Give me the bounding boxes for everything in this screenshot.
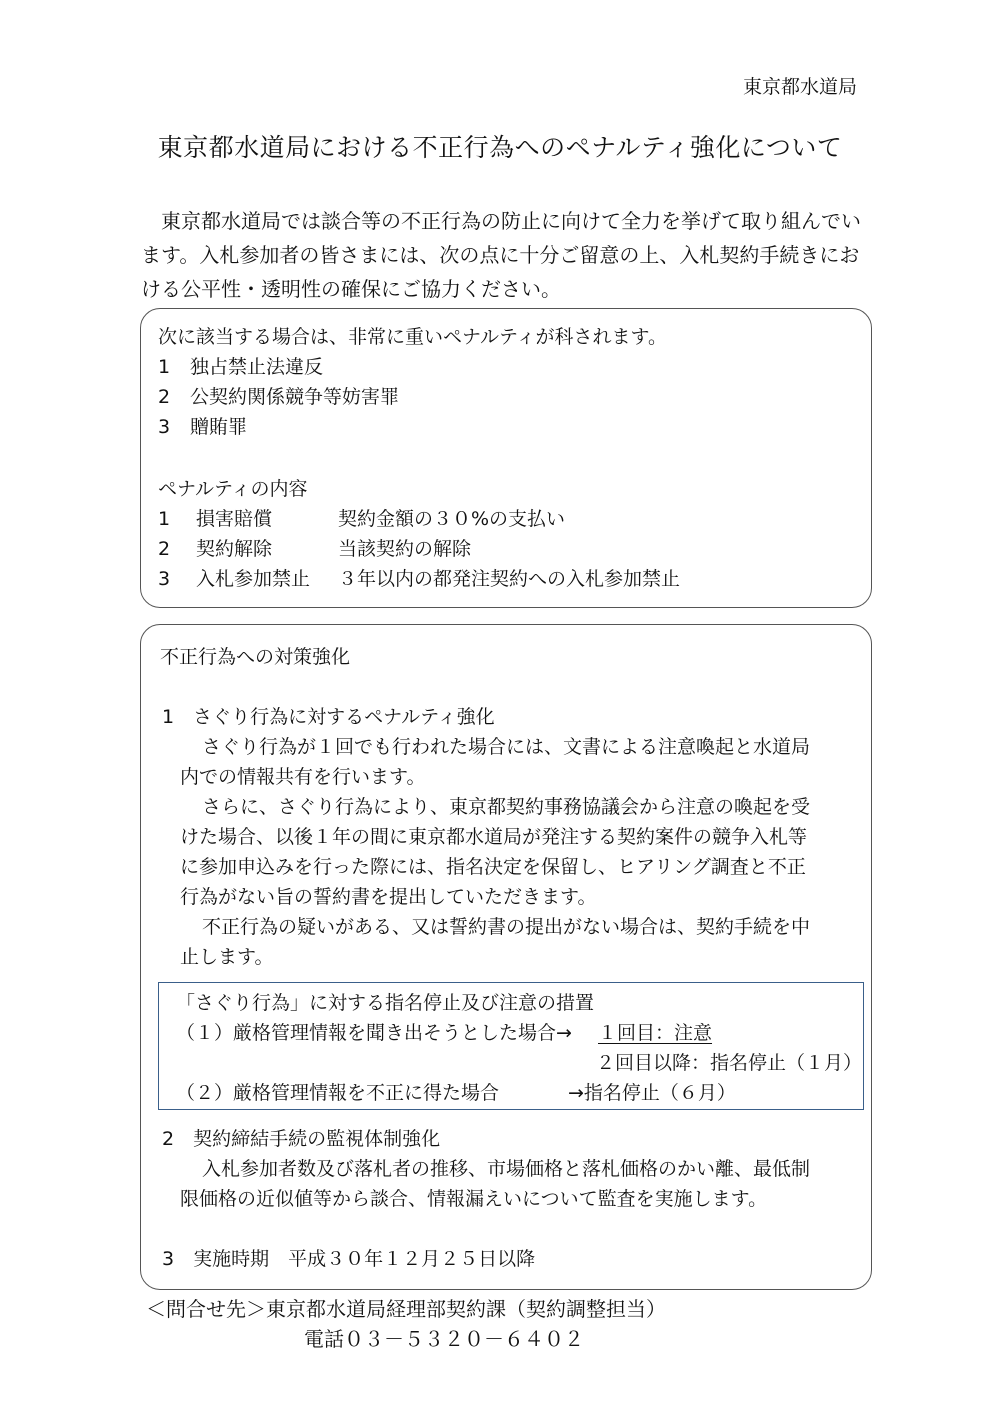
violation-text-3: 贈賄罪 (190, 416, 248, 438)
item1-line-2: 内での情報共有を行います。 (180, 766, 426, 788)
intro-paragraph: 東京都水道局では談合等の不正行為の防止に向けて全力を挙げて取り組んでいます。入札参加者の皆さまには、次の点に十分ご留意の上、入札契約手続きにおける公平性・透明性の確保にご協力ください。 (141, 209, 861, 301)
item1-title: 1 さぐり行為に対するペナルティ強化 (162, 706, 495, 728)
violation-text-1: 独占禁止法違反 (190, 356, 324, 378)
countermeasures-heading: 不正行為への対策強化 (160, 646, 351, 668)
penalty-name-2: 契約解除 (196, 538, 273, 560)
item1-line-3: さらに、さぐり行為により、東京都契約事務協議会から注意の喚起を受 (202, 796, 811, 818)
measures-row1-second: ２回目以降：指名停止（１月） (596, 1052, 863, 1074)
item1-line-4: けた場合、以後１年の間に東京都水道局が発注する契約案件の競争入札等 (180, 826, 808, 848)
penalty-detail-1: 契約金額の３０%の支払い (338, 508, 566, 530)
item3-schedule: 3 実施時期 平成３０年１２月２５日以降 (162, 1248, 536, 1270)
penalty-heading: ペナルティの内容 (158, 478, 308, 500)
contact-phone: 電話０３－５３２０－６４０２ (304, 1327, 584, 1351)
violation-num-3: 3 (158, 416, 171, 438)
item1-line-1: さぐり行為が１回でも行われた場合には、文書による注意喚起と水道局 (202, 736, 811, 758)
item2-line-2: 限価格の近似値等から談合、情報漏えいについて監査を実施します。 (180, 1188, 768, 1210)
penalty-num-3: 3 (158, 568, 171, 590)
penalty-box-heading: 次に該当する場合は、非常に重いペナルティが科されます。 (158, 326, 668, 348)
measures-title: 「さぐり行為」に対する指名停止及び注意の措置 (176, 992, 595, 1014)
violation-num-1: 1 (158, 356, 171, 378)
penalty-detail-2: 当該契約の解除 (338, 538, 472, 560)
item2-line-1: 入札参加者数及び落札者の推移、市場価格と落札価格のかい離、最低制 (202, 1158, 811, 1180)
penalty-name-3: 入札参加禁止 (196, 568, 311, 590)
measures-row2-value: →指名停止（６月） (568, 1082, 736, 1104)
page-title: 東京都水道局における不正行為へのペナルティ強化について (157, 133, 843, 162)
violation-num-2: 2 (158, 386, 171, 408)
measures-row1-label: （１）厳格管理情報を聞き出そうとした場合→ (176, 1022, 572, 1044)
issuer-name: 東京都水道局 (742, 76, 857, 98)
measures-row2-label: （２）厳格管理情報を不正に得た場合 (176, 1082, 500, 1104)
penalty-detail-3: ３年以内の都発注契約への入札参加禁止 (338, 568, 681, 590)
penalty-name-1: 損害賠償 (196, 508, 273, 530)
contact-label: ＜問合せ先＞東京都水道局経理部契約課（契約調整担当） (146, 1297, 666, 1321)
penalty-num-2: 2 (158, 538, 171, 560)
penalty-num-1: 1 (158, 508, 171, 530)
item1-line-6: 行為がない旨の誓約書を提出していただきます。 (180, 886, 597, 908)
measures-row1-first: １回目：注意 (598, 1022, 713, 1044)
item1-line-5: に参加申込みを行った際には、指名決定を保留し、ヒアリング調査と不正 (180, 856, 806, 878)
item2-title: 2 契約締結手続の監視体制強化 (162, 1128, 441, 1150)
item1-line-8: 止します。 (180, 946, 274, 968)
violation-text-2: 公契約関係競争等妨害罪 (190, 386, 400, 408)
item1-line-7: 不正行為の疑いがある、又は誓約書の提出がない場合は、契約手続を中 (202, 916, 811, 938)
